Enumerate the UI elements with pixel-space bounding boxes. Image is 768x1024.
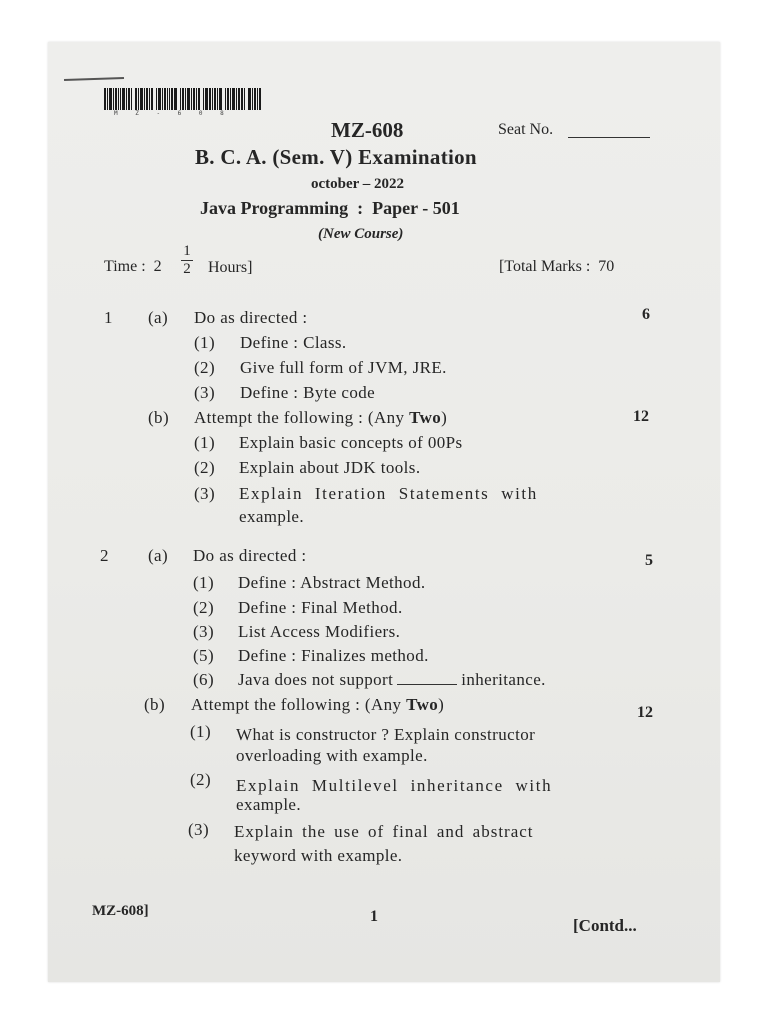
seat-number-label: Seat No.	[498, 121, 554, 138]
time-fraction-numerator: 1	[183, 243, 191, 259]
q2a-item-text: Define : Final Method.	[238, 598, 403, 617]
q2b-item-continuation: keyword with example.	[234, 846, 403, 865]
q2a-item-text: List Access Modifiers.	[238, 622, 401, 641]
q2b-item-num: (1)	[190, 722, 212, 741]
q1a-item-text: Give full form of JVM, JRE.	[240, 358, 447, 377]
total-marks: [Total Marks : 70	[499, 258, 615, 275]
exam-session: october – 2022	[311, 176, 405, 192]
question-1b-marks: 12	[633, 408, 649, 425]
question-1b-label: (b)	[148, 408, 170, 427]
exam-title: B. C. A. (Sem. V) Examination	[195, 145, 477, 169]
q1b-item-num: (1)	[194, 433, 216, 452]
q1b-item-num: (3)	[194, 484, 216, 503]
page-number: 1	[370, 908, 378, 925]
q1b-item-num: (2)	[194, 458, 216, 477]
question-2a-title: Do as directed :	[193, 546, 307, 565]
q2b-item-num: (3)	[188, 820, 210, 839]
time-label: Time : 2	[104, 258, 162, 275]
q1b-item-text: Explain basic concepts of 00Ps	[239, 433, 463, 452]
q1a-item-num: (3)	[194, 383, 216, 402]
q2a-item-num: (2)	[193, 598, 215, 617]
question-2-number: 2	[100, 546, 109, 565]
q2a-item-num: (6)	[193, 670, 215, 689]
course-label: (New Course)	[318, 226, 404, 242]
q1b-item-text: Explain Iteration Statements with	[239, 484, 538, 503]
q2b-item-num: (2)	[190, 770, 212, 789]
barcode	[104, 88, 288, 110]
q2a-item-num: (1)	[193, 573, 215, 592]
subject-title: Java Programming : Paper - 501	[200, 198, 460, 218]
q1a-item-num: (1)	[194, 333, 216, 352]
q2b-item-text: What is constructor ? Explain constructor	[236, 725, 536, 744]
q2b-item-continuation: example.	[236, 795, 302, 814]
q2a-item-text: Define : Finalizes method.	[238, 646, 429, 665]
q1a-item-text: Define : Byte code	[240, 383, 376, 402]
q1a-item-num: (2)	[194, 358, 216, 377]
barcode-digits: M Z - 6 0 8	[114, 110, 231, 117]
question-2b-label: (b)	[144, 695, 166, 714]
continued-label: [Contd...	[573, 916, 637, 935]
q2a-fill-blank-item: Java does not support inheritance.	[238, 670, 546, 689]
question-1-number: 1	[104, 308, 113, 327]
question-2a-marks: 5	[645, 552, 653, 569]
q2b-item-continuation: overloading with example.	[236, 746, 428, 765]
q1b-item-text: Explain about JDK tools.	[239, 458, 421, 477]
time-unit: Hours]	[208, 259, 253, 276]
q2a-item-num: (3)	[193, 622, 215, 641]
question-2a-label: (a)	[148, 546, 169, 565]
q2b-item-text: Explain the use of final and abstract	[234, 822, 534, 841]
q1b-item-continuation: example.	[239, 507, 305, 526]
time-fraction	[181, 244, 193, 277]
paper-code: MZ-608	[331, 118, 404, 142]
q2a-item-num: (5)	[193, 646, 215, 665]
question-1a-title: Do as directed :	[194, 308, 308, 327]
q1a-item-text: Define : Class.	[240, 333, 347, 352]
footer-paper-code: MZ-608]	[92, 903, 149, 919]
question-1a-label: (a)	[148, 308, 169, 327]
q2b-item-text: Explain Multilevel inheritance with	[236, 776, 553, 795]
q2a-item-text: Define : Abstract Method.	[238, 573, 426, 592]
question-2b-title: Attempt the following : (Any Two)	[191, 695, 445, 714]
question-1b-title: Attempt the following : (Any Two)	[194, 408, 448, 427]
seat-number-blank	[568, 137, 650, 138]
time-fraction-denominator: 2	[183, 261, 191, 277]
question-1a-marks: 6	[642, 306, 650, 323]
question-2b-marks: 12	[637, 704, 653, 721]
fill-in-blank-line	[397, 684, 457, 685]
